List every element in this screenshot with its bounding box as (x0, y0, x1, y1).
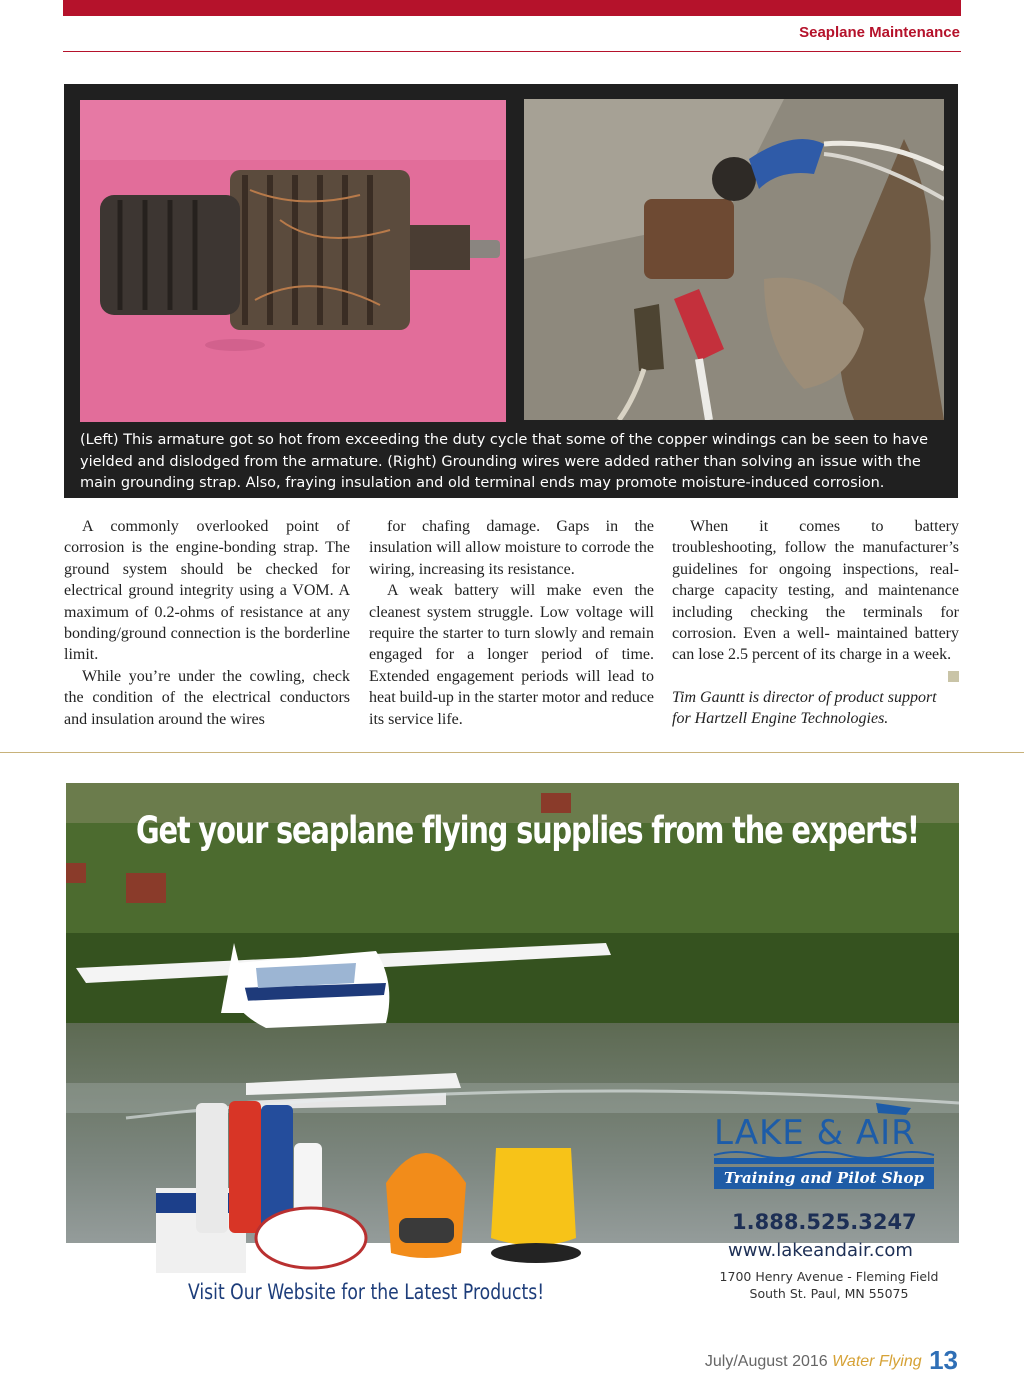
advertisement[interactable] (66, 783, 959, 1307)
ad-address (718, 1268, 940, 1302)
article-column-2 (369, 516, 654, 730)
paragraph (672, 516, 959, 666)
header-rule (63, 51, 961, 52)
issue-date: July/August 2016 (704, 1353, 828, 1370)
article-column-1 (64, 516, 350, 730)
magazine-name: Water Flying (832, 1353, 922, 1370)
section-title: Seaplane Maintenance (799, 24, 960, 41)
paragraph-text: When it comes to battery troubleshooting, follow the manufacturer’s guidelines for ongoing inspections, real-charge capacity testing, and maintenance including checking the terminals for corrosion. Even a well- maintained battery can lose 2.5 percent of its charge in a week. (672, 518, 959, 664)
paragraph: A weak battery will make even the cleanest system struggle. Low voltage will require the starter to turn slowly and remain engaged for a longer period of time. Extended engagement periods will lead to heat build-up in the starter motor and reduce its service life. (369, 582, 654, 728)
paragraph: While you’re under the cowling, check the condition of the electrical conductors and insulation around the wires (64, 667, 350, 728)
figure-panel (64, 84, 958, 498)
grounding-wires-photo (524, 99, 944, 420)
author-byline: Tim Gauntt is director of product support for Hartzell Engine Technologies. (672, 688, 937, 728)
ad-headline: Get your seaplane flying supplies from the experts! (136, 809, 919, 852)
address-line: 1700 Henry Avenue - Fleming Field (719, 1269, 939, 1284)
page-number: 13 (929, 1345, 958, 1375)
page-footer (705, 1345, 958, 1376)
ad-call-to-action[interactable]: Visit Our Website for the Latest Products! (188, 1280, 545, 1304)
armature-photo (80, 100, 506, 422)
address-line: South St. Paul, MN 55075 (749, 1286, 909, 1301)
brand-name: LAKE & AIR (714, 1113, 916, 1153)
ad-phone[interactable]: 1.888.525.3247 (732, 1210, 917, 1234)
ad-website-link[interactable]: www.lakeandair.com (728, 1240, 913, 1261)
lake-and-air-logo (714, 1113, 934, 1189)
top-color-bar (63, 0, 961, 16)
brand-tagline: Training and Pilot Shop (714, 1167, 934, 1189)
article-column-3 (672, 516, 959, 730)
end-mark-icon (948, 671, 959, 682)
section-divider (0, 752, 1024, 753)
paragraph: for chafing damage. Gaps in the insulation will allow moisture to corrode the wiring, increasing its resistance. (369, 518, 654, 578)
paragraph: A commonly overlooked point of corrosion is the engine-bonding strap. The ground system should be checked for electrical ground integrity using a VOM. A maximum of 0.2-ohms of resistance at any bonding/ground connection is the borderline limit. (64, 518, 350, 664)
figure-caption: (Left) This armature got so hot from exceeding the duty cycle that some of the copper windings can be seen to have yielded and dislodged from the armature. (Right) Grounding wires were added rather than solving an issue with the main grounding strap. Also, fraying insulation and old terminal ends may promote moisture-induced corrosion. (80, 432, 929, 491)
